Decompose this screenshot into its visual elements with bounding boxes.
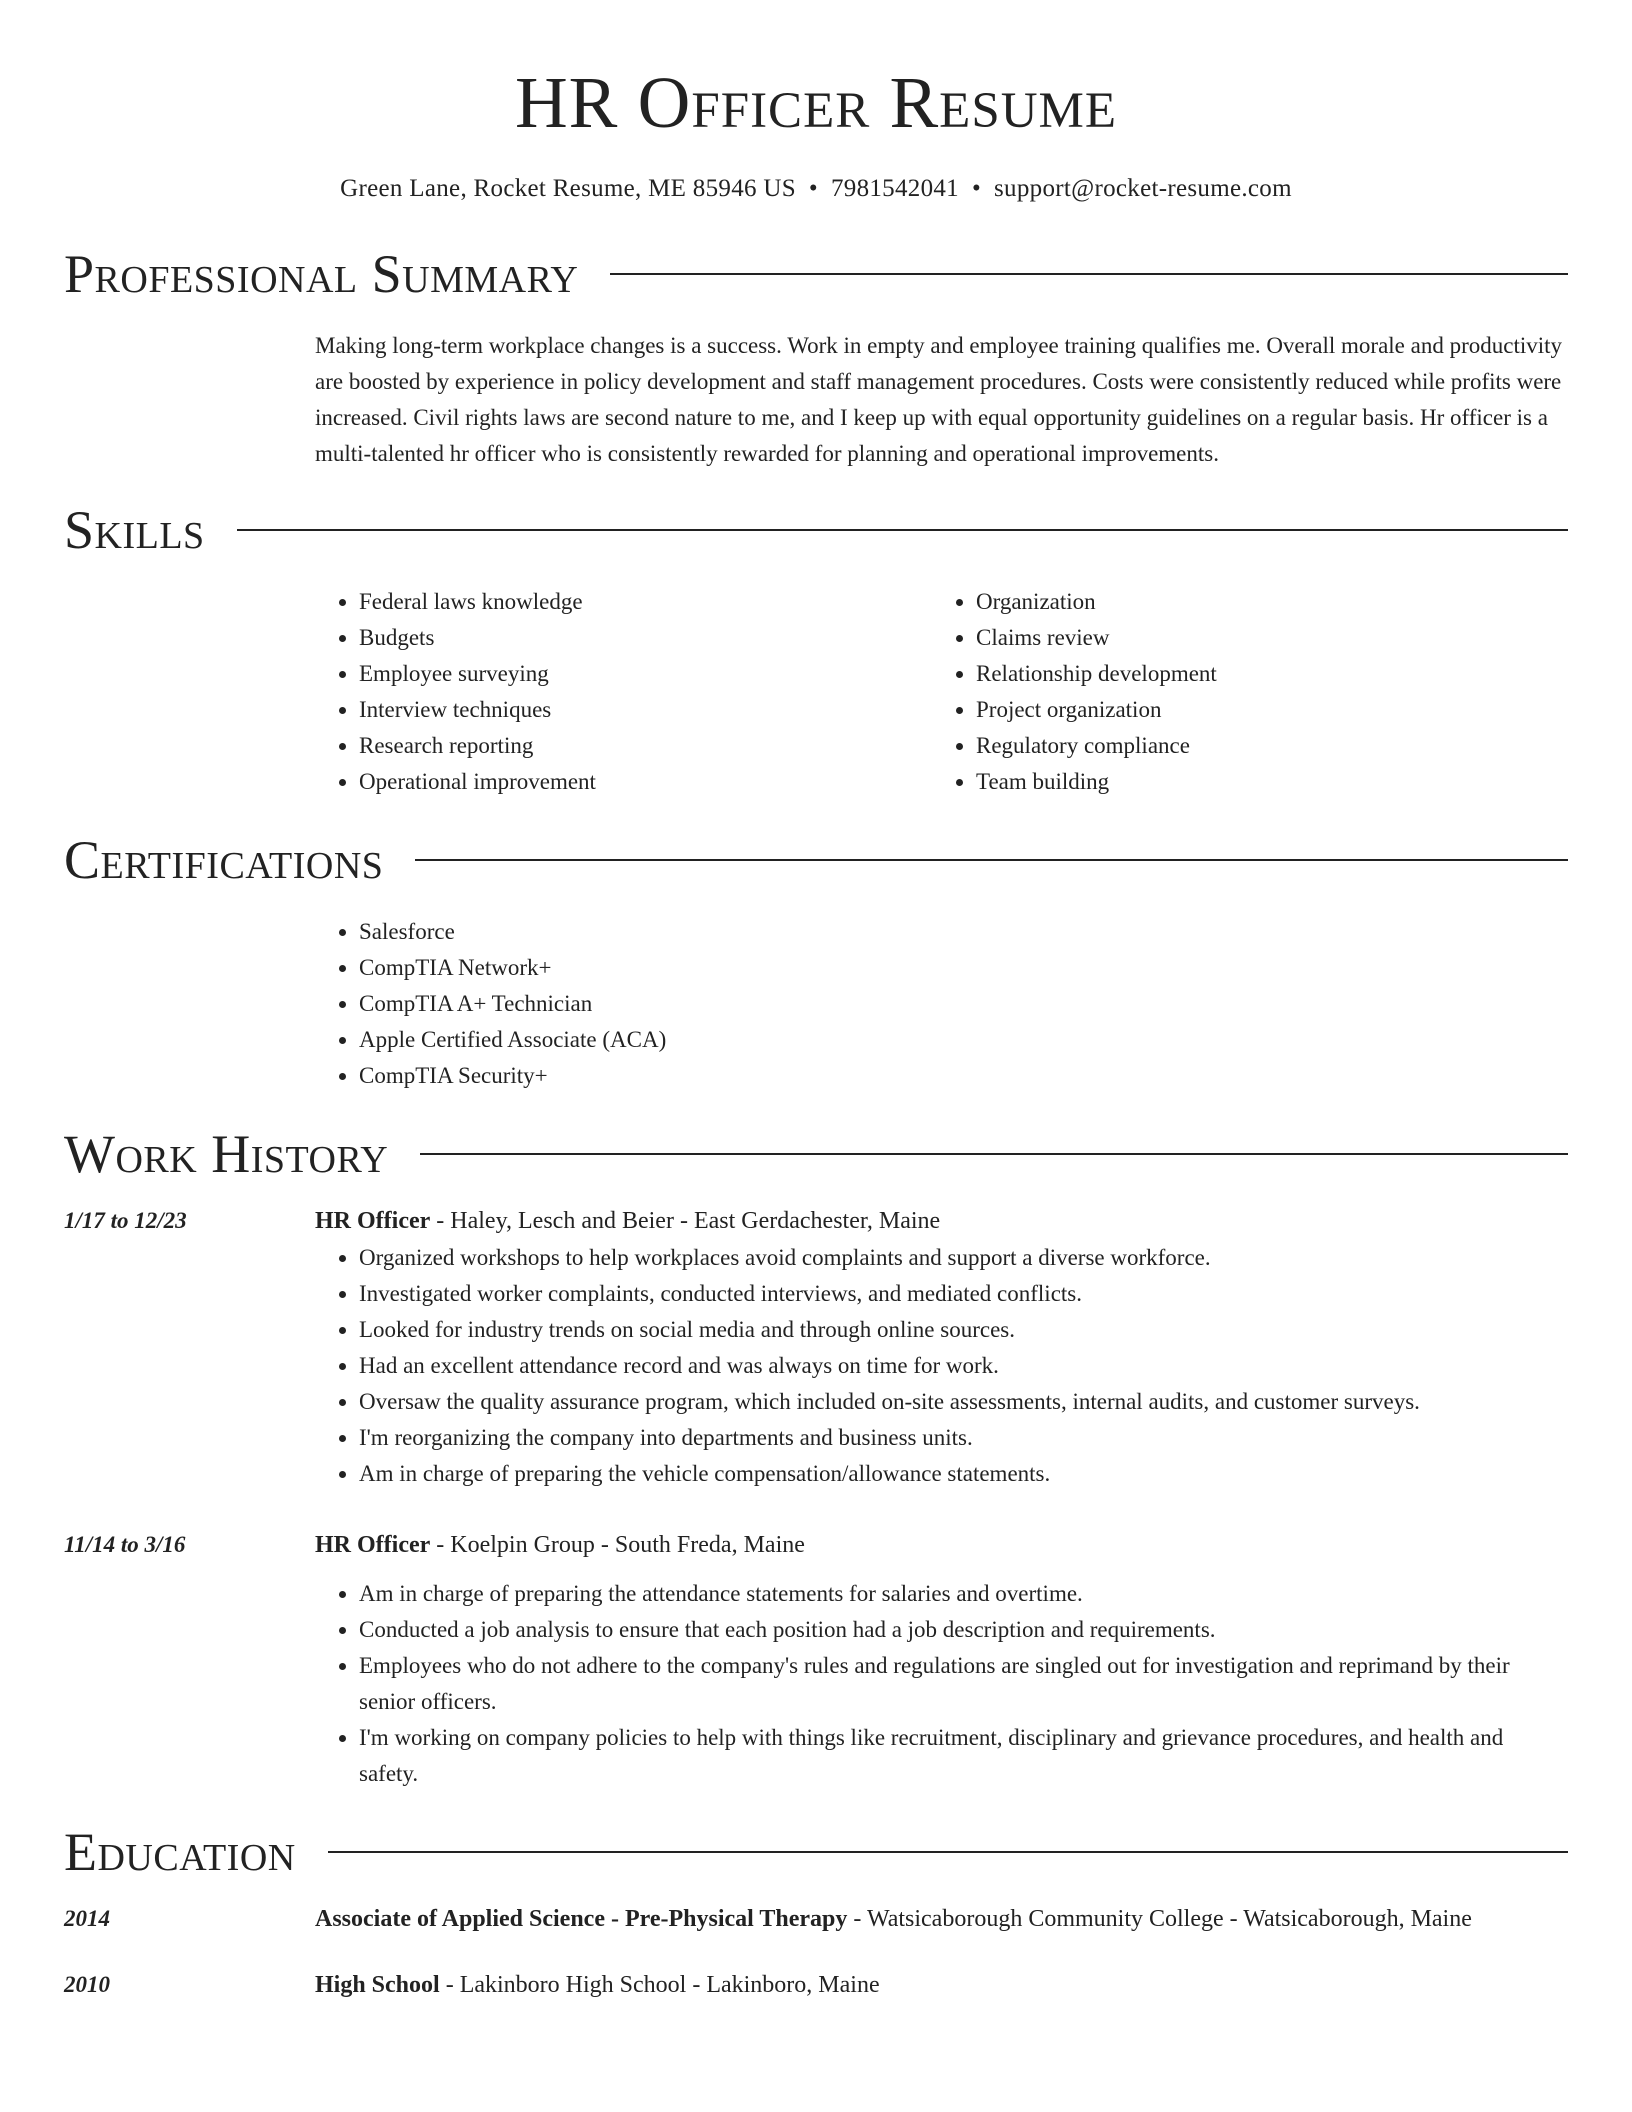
education-entry <box>64 1900 1568 1938</box>
skill-item: • Interview techniques <box>359 692 932 728</box>
job-bullet: • Am in charge of preparing the attendance statements for salaries and overtime. <box>359 1576 1568 1612</box>
job-bullet: • Oversaw the quality assurance program, which included on-site assessments, internal audits, and customer surveys. <box>359 1384 1568 1420</box>
skill-item: • Project organization <box>976 692 1549 728</box>
section-title-education: Education <box>64 1822 296 1882</box>
job-role: HR Officer <box>315 1532 431 1558</box>
job-dates: 11/14 to 3/16 <box>64 1532 186 1557</box>
certifications-list <box>315 914 1568 1094</box>
skill-item: • Federal laws knowledge <box>359 584 932 620</box>
section-divider <box>420 1153 1568 1155</box>
skill-item: • Team building <box>976 764 1549 800</box>
contact-address: Green Lane, Rocket Resume, ME 85946 US <box>340 175 796 202</box>
job-role: HR Officer <box>315 1208 431 1234</box>
job-bullet: • Am in charge of preparing the vehicle compensation/allowance statements. <box>359 1456 1568 1492</box>
section-header <box>64 1820 1568 1884</box>
contact-separator: • <box>808 175 818 202</box>
education-heading <box>315 1966 1568 2004</box>
education-body <box>315 1900 1568 1938</box>
section-header <box>64 242 1568 306</box>
job-bullet: • Conducted a job analysis to ensure that each position had a job description and requirements. <box>359 1612 1568 1648</box>
education-school: - Lakinboro High School - Lakinboro, Maine <box>439 1972 880 1998</box>
job-bullet: • Investigated worker complaints, conducted interviews, and mediated conflicts. <box>359 1276 1568 1312</box>
certification-item: • CompTIA Security+ <box>359 1058 1568 1094</box>
contact-phone: 7981542041 <box>830 175 959 202</box>
skills-grid <box>315 584 1568 800</box>
section-divider <box>610 273 1568 275</box>
education-year: 2014 <box>64 1906 110 1931</box>
job-employer: - Haley, Lesch and Beier - East Gerdachester, Maine <box>430 1208 941 1234</box>
skill-item: • Employee surveying <box>359 656 932 692</box>
job-body <box>315 1202 1568 1492</box>
job-bullet: • Employees who do not adhere to the company's rules and regulations are singled out for investigation and reprimand by their senior officers. <box>359 1648 1568 1720</box>
education-body <box>315 1966 1568 2004</box>
section-title-summary: Professional Summary <box>64 244 579 304</box>
skill-item: • Organization <box>976 584 1549 620</box>
section-title-skills: Skills <box>64 500 205 560</box>
skill-item: • Research reporting <box>359 728 932 764</box>
skill-item: • Operational improvement <box>359 764 932 800</box>
section-divider <box>415 859 1568 861</box>
skill-item: • Budgets <box>359 620 932 656</box>
job-bullet: • I'm reorganizing the company into departments and business units. <box>359 1420 1568 1456</box>
section-title-certifications: Certifications <box>64 830 384 890</box>
job-bullet: • Looked for industry trends on social media and through online sources. <box>359 1312 1568 1348</box>
section-title-work-history: Work History <box>64 1124 389 1184</box>
skill-item: • Claims review <box>976 620 1549 656</box>
education-degree: Associate of Applied Science - Pre-Physical Therapy <box>315 1906 848 1932</box>
education-year: 2010 <box>64 1972 110 1997</box>
certifications-section <box>64 828 1568 1094</box>
resume-title: HR Officer Resume <box>514 62 1118 143</box>
job-bullet: • I'm working on company policies to help with things like recruitment, disciplinary and grievance procedures, and health and safety. <box>359 1720 1568 1792</box>
education-school: - Watsicaborough Community College - Watsicaborough, Maine <box>847 1906 1472 1932</box>
section-header <box>64 1122 1568 1186</box>
job-body <box>315 1526 1568 1792</box>
contact-line <box>64 174 1568 204</box>
work-history-section <box>64 1122 1568 1792</box>
job-bullet: • Organized workshops to help workplaces avoid complaints and support a diverse workforce. <box>359 1240 1568 1276</box>
section-divider <box>237 529 1568 531</box>
certification-item: • Salesforce <box>359 914 1568 950</box>
contact-email: support@rocket-resume.com <box>994 175 1292 202</box>
contact-separator: • <box>971 175 982 202</box>
job-entry <box>64 1202 1568 1492</box>
education-heading <box>315 1900 1568 1938</box>
skills-column-right <box>932 584 1549 800</box>
summary-text: Making long-term workplace changes is a success. Work in empty and employee training qualifies me. Overall morale and productivity are boosted by experience in policy development and staff management procedures. Costs were consistently reduced while profits were increased. Civil rights laws are second nature to me, and I keep up with equal opportunity guidelines on a regular basis. Hr officer is a multi-talented hr officer who is consistently rewarded for planning and operational improvements. <box>315 333 1563 466</box>
job-bullet: • Had an excellent attendance record and was always on time for work. <box>359 1348 1568 1384</box>
summary-section <box>64 242 1568 472</box>
education-entry <box>64 1966 1568 2004</box>
certification-item: • Apple Certified Associate (ACA) <box>359 1022 1568 1058</box>
certification-item: • CompTIA A+ Technician <box>359 986 1568 1022</box>
skill-item: • Relationship development <box>976 656 1549 692</box>
section-divider <box>328 1851 1568 1853</box>
job-entry <box>64 1526 1568 1792</box>
education-section <box>64 1820 1568 2004</box>
skills-column-left <box>315 584 932 800</box>
job-heading <box>315 1202 1568 1240</box>
education-degree: High School <box>315 1972 440 1998</box>
section-header <box>64 498 1568 562</box>
section-header <box>64 828 1568 892</box>
certification-item: • CompTIA Network+ <box>359 950 1568 986</box>
job-employer: - Koelpin Group - South Freda, Maine <box>430 1532 805 1558</box>
job-heading <box>315 1526 1568 1564</box>
job-dates: 1/17 to 12/23 <box>64 1208 187 1233</box>
skills-section <box>64 498 1568 800</box>
skill-item: • Regulatory compliance <box>976 728 1549 764</box>
